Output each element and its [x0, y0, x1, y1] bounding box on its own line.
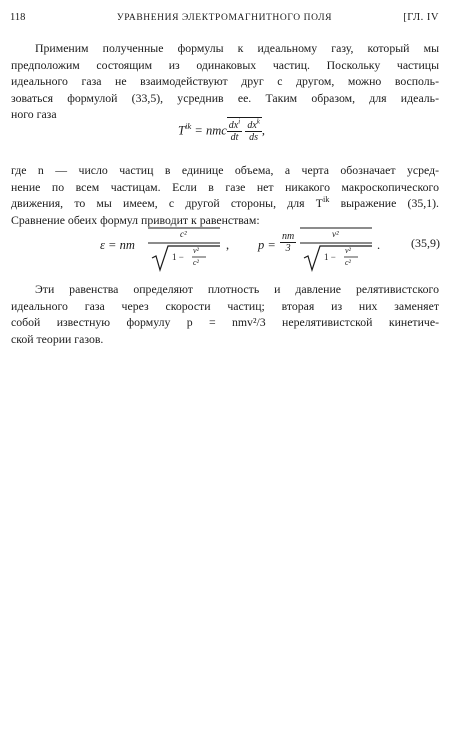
formula-lhs-sup: ik: [184, 121, 192, 132]
text-line-with-sup: [11, 195, 439, 212]
running-title: УРАВНЕНИЯ ЭЛЕКТРОМАГНИТНОГО ПОЛЯ: [116, 13, 333, 23]
sqrt-num: v²: [193, 246, 199, 255]
frac-den: dt: [230, 132, 239, 143]
sqrt-num: v²: [345, 246, 351, 255]
sqrt-one: 1 −: [172, 252, 184, 262]
eps-lhs: ε = nm: [100, 238, 135, 252]
overline: [227, 117, 262, 118]
nm-over-3: [280, 231, 296, 254]
text-line: зоваться формулой (33,5), усреднив ее. Таким образом, для идеаль-: [11, 90, 439, 105]
frac-num: nm: [282, 231, 295, 242]
p-num: v²: [332, 229, 339, 239]
fraction-dxk-ds: [245, 117, 262, 143]
formula-eq: = nmc: [191, 123, 227, 138]
text-line: Сравнение обеих формул приводит к равенствам:: [11, 212, 260, 227]
frac-num: dx: [228, 120, 239, 131]
fraction-dxi-dt: [227, 117, 242, 143]
paragraph-2: [11, 162, 439, 228]
frac-num: dx: [247, 120, 257, 131]
text-line: Применим полученные формулы к идеальному газу, который мы: [35, 41, 439, 55]
separator: ,: [226, 238, 230, 252]
text-line: идеального газа через скорости частиц; вторая из них заменяет: [11, 298, 439, 313]
text-line: нение по всем частицам. Если в газе нет никакого макроскопического: [11, 179, 439, 194]
text-line: собой известную формулу p = nmv²/3 нерелятивистской кинетиче-: [11, 315, 439, 330]
text-line: ской теории газов.: [11, 331, 104, 346]
text-line: где n — число частиц в единице объема, а черта обозначает усред-: [11, 163, 439, 177]
text-line: ного газа: [11, 107, 57, 122]
sqrt-den: c²: [345, 258, 351, 267]
paragraph-3: [11, 281, 439, 347]
text-segment: движения, то мы имеем, с другой стороны, для T: [11, 196, 323, 211]
formula-lhs: T: [178, 123, 185, 138]
text-line: идеального газа не взаимодействуют друг с другом, можно восполь-: [11, 74, 439, 89]
formula-t-ik: [178, 117, 266, 158]
equation-number: (35,9): [411, 236, 440, 250]
end-dot: .: [377, 238, 381, 252]
sqrt-sign: [152, 246, 220, 270]
sqrt-one: 1 −: [324, 252, 336, 262]
frac-num-sup: i: [238, 117, 241, 126]
running-header: [10, 12, 439, 28]
inline-sup: ik: [322, 195, 330, 205]
chapter-label: [ГЛ. IV: [403, 12, 439, 23]
frac-num-sup: k: [256, 117, 260, 126]
frac-den: 3: [285, 243, 291, 254]
text-segment: выражение (35,1).: [329, 196, 439, 211]
eps-num: c²: [180, 229, 187, 239]
formula-tail: ,: [261, 123, 266, 138]
sqrt-den: c²: [193, 258, 199, 267]
paragraph-1: [11, 40, 439, 123]
frac-den: ds: [249, 132, 259, 143]
page-number: 118: [10, 12, 26, 23]
text-line: предположим состоящим из одинаковых частиц. Поскольку частицы: [11, 57, 439, 72]
formula-35-9: [100, 226, 440, 272]
sqrt-sign: [304, 246, 372, 270]
p-lhs: p =: [258, 238, 276, 252]
text-line: Эти равенства определяют плотность и давление релятивистского: [35, 282, 439, 296]
